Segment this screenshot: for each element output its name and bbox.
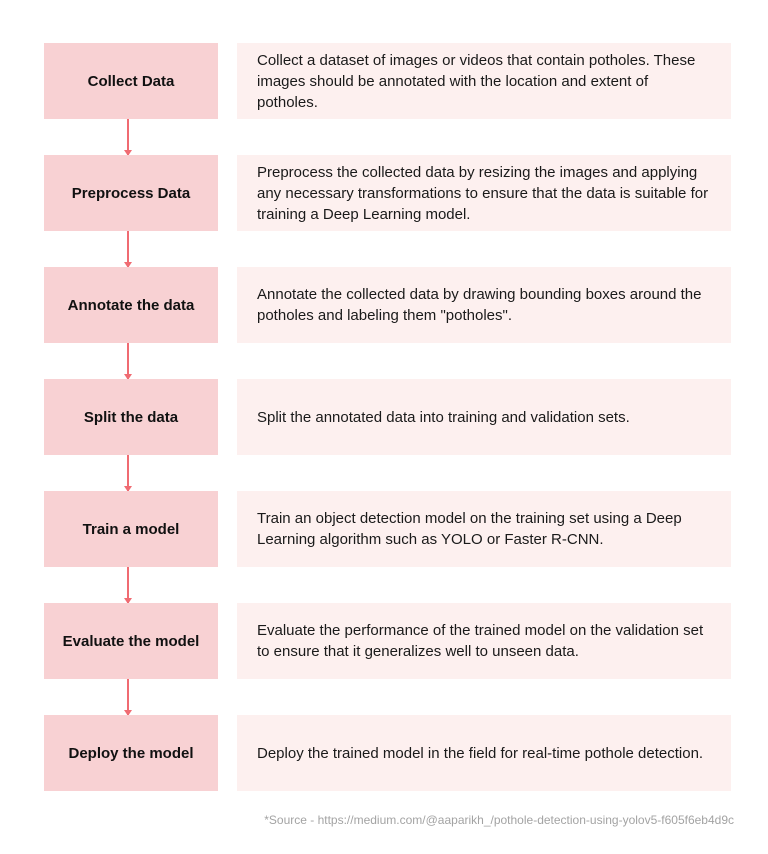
description-box-annotate-data bbox=[237, 267, 731, 343]
step-title: Collect Data bbox=[87, 72, 175, 90]
description-box-evaluate-model bbox=[237, 603, 731, 679]
step-description: Deploy the trained model in the field for real-time pothole detection. bbox=[257, 744, 704, 762]
step-title: Split the data bbox=[83, 408, 179, 426]
source-note: *Source - https://medium.com/@aaparikh_/pothole-detection-using-yolov5-f605f6eb4d9c bbox=[264, 813, 734, 827]
step-box-preprocess-data bbox=[44, 155, 218, 231]
step-title: Train a model bbox=[82, 520, 180, 538]
step-box-annotate-data bbox=[44, 267, 218, 343]
step-box-split-data bbox=[44, 379, 218, 455]
step-description: Train an object detection model on the training set using a Deep Learning algorithm such as YOLO or Faster R-CNN. bbox=[257, 510, 682, 548]
step-title: Evaluate the model bbox=[62, 632, 200, 650]
step-box-evaluate-model bbox=[44, 603, 218, 679]
flow-row-preprocess-data bbox=[0, 155, 768, 231]
description-box-split-data bbox=[237, 379, 731, 455]
arrow-connector bbox=[127, 343, 129, 379]
arrow-connector bbox=[127, 119, 129, 155]
description-box-train-model bbox=[237, 491, 731, 567]
description-box-deploy-model bbox=[237, 715, 731, 791]
step-title: Preprocess Data bbox=[71, 184, 191, 202]
flow-row-deploy-model bbox=[0, 715, 768, 791]
arrow-connector bbox=[127, 567, 129, 603]
flow-row-evaluate-model bbox=[0, 603, 768, 679]
step-title: Deploy the model bbox=[68, 744, 194, 762]
step-box-collect-data bbox=[44, 43, 218, 119]
step-title: Annotate the data bbox=[67, 296, 195, 314]
flow-row-annotate-data bbox=[0, 267, 768, 343]
step-box-deploy-model bbox=[44, 715, 218, 791]
step-box-train-model bbox=[44, 491, 218, 567]
flow-row-collect-data bbox=[0, 43, 768, 119]
step-description: Annotate the collected data by drawing bounding boxes around the potholes and labeling them "potholes". bbox=[257, 286, 702, 324]
step-description: Collect a dataset of images or videos that contain potholes. These images should be annotated with the location and extent of potholes. bbox=[257, 51, 696, 111]
step-description: Evaluate the performance of the trained model on the validation set to ensure that it generalizes well to unseen data. bbox=[257, 622, 704, 660]
arrow-connector bbox=[127, 231, 129, 267]
step-description: Preprocess the collected data by resizing the images and applying any necessary transformations to ensure that the data is suitable for training a Deep Learning model. bbox=[257, 163, 709, 223]
step-description: Split the annotated data into training and validation sets. bbox=[257, 408, 630, 426]
flow-row-train-model bbox=[0, 491, 768, 567]
arrow-connector bbox=[127, 679, 129, 715]
arrow-connector bbox=[127, 455, 129, 491]
description-box-collect-data bbox=[237, 43, 731, 119]
description-box-preprocess-data bbox=[237, 155, 731, 231]
flow-row-split-data bbox=[0, 379, 768, 455]
